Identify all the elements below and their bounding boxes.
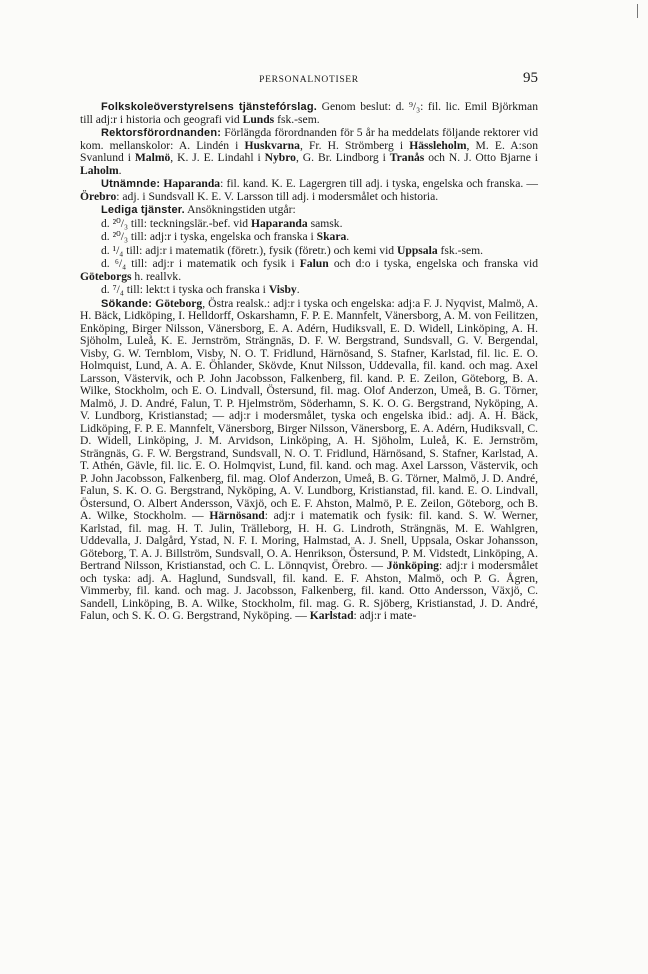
place-name: Haparanda [250,216,308,230]
section-heading: Folkskoleöverstyrelsens tjänstefórslag. [101,101,318,113]
section-sokande: Sökande: Göteborg, Östra realsk.: adj:r i tyska och engelska: adj:a F. J. Nyqvist, Malmö, A. H. Bäck, Lidköping, I. Helldorff, Oskarshamn, F. P. E. Mannfelt, Vänersborg, A. M. von Feilitzen, Enköping, Birger Nilsson, Vänersborg, E. A. Adérn, Hudiksvall, E. D. Widell, Linköping, A. H. Sjöholm, Luleå, K. E. Jernström, Strängnäs, D. F. W. Bergstrand, Sundsvall, G. V. Bergendal, Visby, G. W. Ternblom, Visby, N. O. T. Fridlund, Härnösand, S. Stafner, Karlstad, fil. lic. E. O. Holmquist, Lund, A. A. E. Öhlander, Skövde, Knut Nilsson, Uddevalla, fil. kand. och mag. Axel Larsson, Västervik, och P. John Jacobsson, Falkenberg, fil. kand. P. E. Zeilon, Göteborg, B. A. Wilke, Stockholm, och E. O. Lindvall, Östersund, fil. mag. Olof Anderzon, Umeå, B. G. Törner, Malmö, J. D. André, Falun, T. P. Hjelmström, Söderhamn, S. K. O. G. Bergstrand, Nyköping, A. V. Lundborg, Kristianstad; — adj:r i modersmålet, tyska och engelska ibid.: adj. A. H. Bäck, Lidköping, F. P. E. Mannfelt, Vänersborg, Birger Nilsson, Vänersborg, E. A. Adérn, Hudiksvall, C. D. Widell, Linköping, J. M. Arvidson, Linköping, A. H. Sjöholm, Luleå, K. E. Jernström, Strängnäs, G. F. W. Bergstrand, Sundsvall, N. O. T. Fridlund, Härnösand, S. Stafner, Karlstad, A. T. Athén, Gävle, fil. lic. E. O. Holmqvist, Lund, fil. kand. och mag. Axel Larsson, Västervik, och P. John Jacobsson, Falkenberg, fil. mag. Olof Anderzon, Umeå, B. G. Törner, Malmö, J. D. André, Falun, S. K. O. G. Bergstrand, Nyköping, A. V. Lundborg, Kristianstad, fil. kand. E. O. Lindvall, Östersund, O. Albert Andersson, Växjö, och E. F. Ahston, Malmö, P. E. Zeilon, Göteborg, och B. A. Wilke, Stockholm. — Härnösand: adj:r i matematik och fysik: fil. kand. S. W. Werner, Karlstad, fil. mag. H. T. Julin, Trälleborg, H. H. G. Lindroth, Strängnäs, M. E. Wahlgren, Uddevalla, J. Dalgård, Ystad, N. F. I. Moring, Halmstad, A. J. Snell, Uppsala, Oskar Johansson, Göteborg, T. A. J. Billström, Sundsvall, O. A. Henrikson, Östersund, P. M. Vidstedt, Linköping, A. Bertrand Nilsson, Kristianstad, och C. L. Lönnqvist, Örebro. — Jönköping: adj:r i modersmålet och tyska: adj. A. Haglund, Sundsvall, fil. kand. E. F. Ahston, Malmö, och P. G. Ågren, Vimmerby, fil. kand. och mag. J. Jacobsson, Falkenberg, fil. kand. Otto Andersson, Växjö, C. Sandell, Linköping, B. A. Wilke, Stockholm, fil. mag. G. R. Sjöberg, Kristianstad, J. D. André, Falun, och S. K. O. G. Bergstrand, Nyköping. — Karlstad: adj:r i mate- [80,296,539,622]
place-name: Lunds [242,112,275,126]
section-heading: Lediga tjänster. [101,204,185,216]
place-name: Göteborg [155,296,203,310]
vacancy-entry: d. ⁶/₄ till: adj:r i matematik och fysik i Falun och d:o i tyska, engelska och franska vid Göteborgs h. reallvk. [80,257,538,283]
section-lediga-tjanster: Lediga tjänster. Ansökningstiden utgår: [101,203,296,216]
place-name: Skara [316,230,347,243]
vacancy-entry: d. ⁷/₄ till: lekt:t i tyska och franska i Visby. [101,283,300,296]
page-header [80,70,538,92]
place-name: Malmö [134,151,171,164]
vacancy-entry: d. ²⁰/₃ till: teckningslär.-bef. vid Haparanda samsk. [101,216,343,230]
section-folkskoleoverstyrelsen: Folkskoleöverstyrelsens tjänstefórslag. Genom beslut: d. ⁹/₃: fil. lic. Emil Björkman till adj:r i historia och geografi vid Lunds fsk.-sem. [80,100,538,126]
place-name: Härnösand [209,509,265,522]
page-number: 95 [523,70,538,86]
place-name: Jönköping [386,559,439,572]
place-name: Laholm [80,163,119,177]
running-title: PERSONALNOTISER [259,75,359,85]
scan-corner-mark [633,4,638,18]
place-name: Uppsala [397,243,438,257]
article-body [80,101,538,624]
section-heading: Rektorsförordnanden: [101,127,222,139]
section-heading: Sökande: [101,297,153,310]
section-rektorsforordnanden: Rektorsförordnanden: Förlängda förordnanden för 5 år ha meddelats följande rektorer vid kom. mellanskolor: A. Lindén i Huskvarna, Fr. H. Strömberg i Hässleholm, M. E. A:son Svanlund i Malmö, K. J. E. Lindahl i Nybro, G. Br. Lindborg i Tranås och N. J. Otto Bjarne i Laholm. [80,126,539,177]
place-name: Göteborgs [80,269,132,283]
vacancy-entry: d. ¹/₄ till: adj:r i matematik (företr.), fysik (företr.) och kemi vid Uppsala fsk.-sem. [101,243,484,257]
place-name: Örebro [80,189,117,203]
place-name: Haparanda [163,177,221,190]
section-heading: Utnämnde: [101,178,161,190]
place-name: Hässleholm [409,138,467,152]
place-name: Tranås [389,151,425,164]
place-name: Nybro [264,151,296,164]
place-name: Huskvarna [244,138,300,152]
place-name: Falun [299,257,329,270]
place-name: Karlstad [309,609,354,622]
section-utnamnde: Utnämnde: Haparanda: fil. kand. K. E. Lagergren till adj. i tyska, engelska och franska. — Örebro: adj. i Sundsvall K. E. V. Larsson till adj. i modersmålet och historia. [80,177,538,203]
place-name: Visby [268,283,297,296]
vacancy-entry: d. ²⁰/₃ till: adj:r i tyska, engelska och franska i Skara. [101,230,350,243]
